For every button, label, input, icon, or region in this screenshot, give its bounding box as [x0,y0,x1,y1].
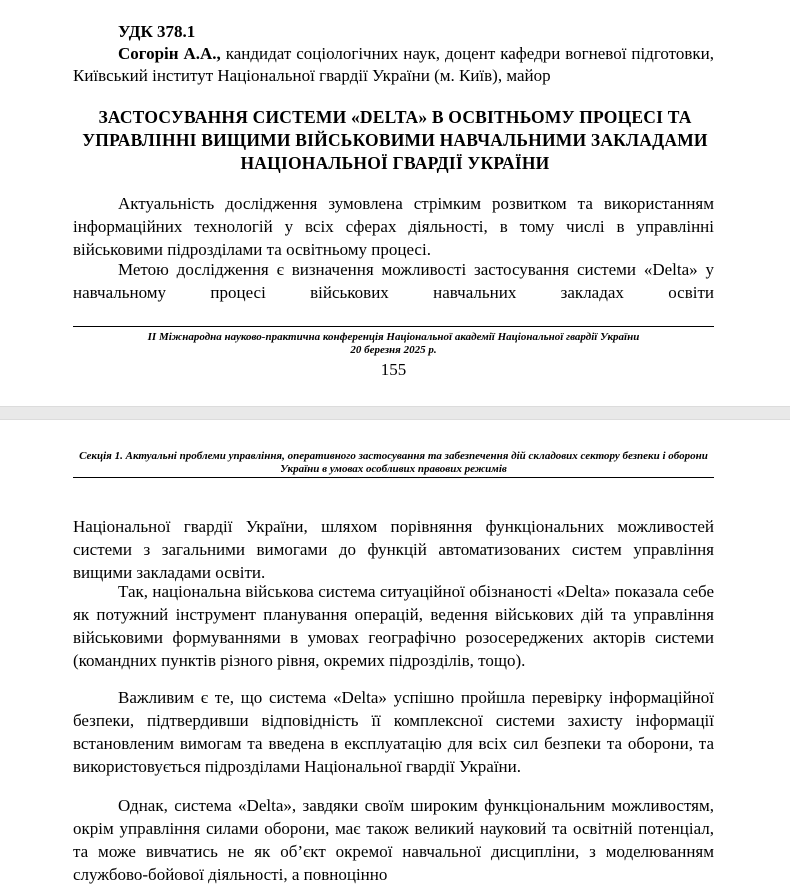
footer-conference: ІІ Міжнародна науково-практична конференція Національної академії Національної гвардії України [147,331,640,343]
article-title: ЗАСТОСУВАННЯ СИСТЕМИ «DELTA» В ОСВІТНЬОМУ ПРОЦЕСІ ТА УПРАВЛІННІ ВИЩИМИ ВІЙСЬКОВИМИ НАВЧАЛЬНИМИ ЗАКЛАДАМИ НАЦІОНАЛЬНОЇ ГВАРДІЇ УКРАЇНИ [82,107,708,173]
footer-date: 20 березня 2025 р. [350,344,437,356]
author-name: Согорін А.А., [118,44,221,63]
page-156 [0,420,790,886]
paragraph-delta-tool: Так, національна військова система ситуаційної обізнаності «Delta» показала себе як потужний інструмент планування операцій, ведення військових дій та управління військовими формуваннями в умовах географічно розосереджених акторів системи (командних пунктів різного рівня, окремих підрозділів, тощо). [73,582,714,670]
header-divider [73,477,714,478]
paragraph-continuation: Національної гвардії України, шляхом порівняння функціональних можливостей системи з загальними вимогами до функцій автоматизованих систем управління вищими закладами освіти. [73,517,714,582]
udk-code: УДК 378.1 [118,22,196,41]
paragraph-relevance: Актуальність дослідження зумовлена стрімким розвитком та використанням інформаційних технологій у всіх сферах діяльності, в тому числі в управлінні військовими підрозділами та освітньому процесі. [73,194,714,259]
footer-divider [73,326,714,327]
page-number: 155 [380,360,407,379]
section-header: Секція 1. Актуальні проблеми управління, оперативного застосування та забезпечення дій складових сектору безпеки і оборони України в умовах особливих правових режимів [79,450,708,475]
paragraph-potential: Однак, система «Delta», завдяки своїм широким функціональним можливостям, окрім управління силами оборони, має також великий науковий та освітній потенціал, та може вивчатись не як об’єкт окремої навчальної дисципліни, з моделюванням службово-бойової діяльності, а повноцінно [73,796,714,884]
author-details: кандидат соціологічних наук, доцент кафедри вогневої підготовки, Київський інститут Національної гвардії України (м. Київ), майор [73,44,714,85]
page-footer [73,331,714,357]
paragraph-goal: Метою дослідження є визначення можливості застосування системи «Delta» у навчальному процесі військових навчальних закладах освіти [73,260,714,302]
page-separator [0,406,790,420]
author-info [73,43,714,87]
paragraph-security: Важливим є те, що система «Delta» успішно пройшла перевірку інформаційної безпеки, підтвердивши відповідність її комплексної системи захисту інформації встановленим вимогам та введена в експлуатацію для всіх сил безпеки та оборони, та використовується підрозділами Національної гвардії України. [73,688,714,776]
page-155 [0,0,790,406]
